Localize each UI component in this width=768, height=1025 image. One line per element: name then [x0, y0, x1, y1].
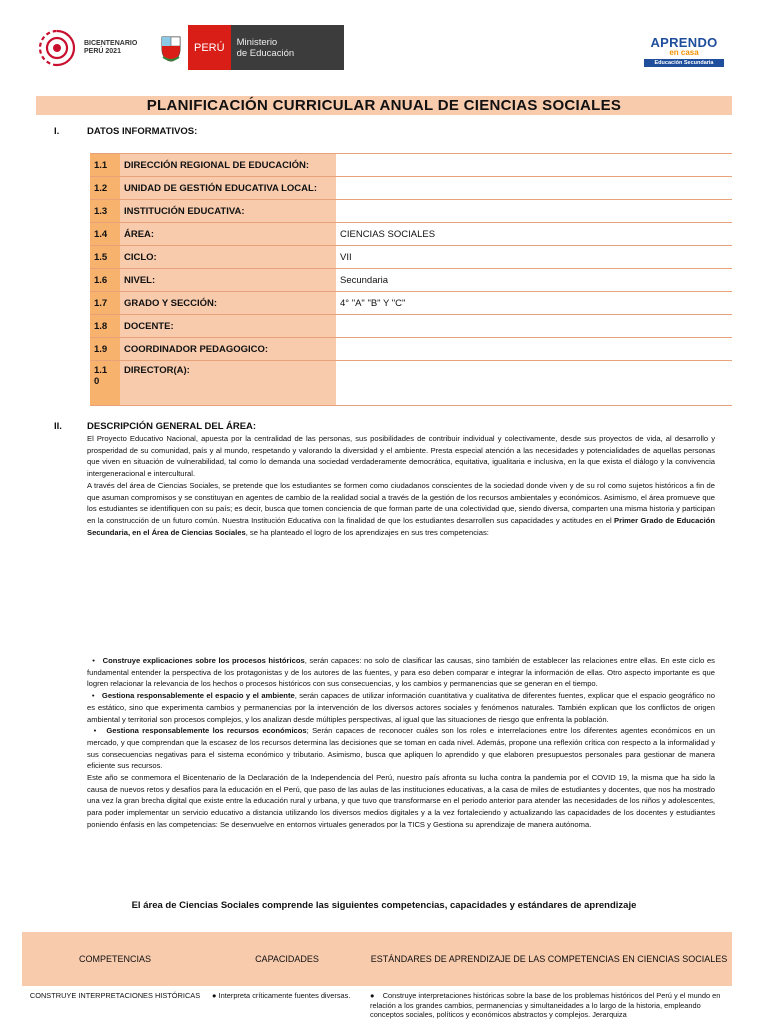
ministerio-line2: de Educación	[236, 47, 295, 59]
competencia-cell: CONSTRUYE INTERPRETACIONES HISTÓRICAS	[29, 991, 201, 1000]
header-competencias: COMPETENCIAS	[22, 932, 208, 986]
datos-number: 1.7	[90, 292, 120, 315]
datos-row	[90, 361, 732, 406]
bullet-2-text: , serán capaces de utilizar información cuantitativa y cualitativa de diferentes fuentes, explicar que el espacio geográfico no es estático, sino que experimenta cambios y permanencias por la intervención de los diversos actores sociales y fenómenos naturales. También explican que los conflictos de origen ambiental y territorial son procesos complejos, y los analizan desde múltiples perspectivas, al igual que las situaciones de riesgo que enfrenta la población.	[87, 691, 715, 724]
section2-heading: DESCRIPCIÓN GENERAL DEL ÁREA:	[87, 421, 257, 432]
datos-value: Secundaria	[336, 269, 732, 292]
paragraph-2c: , se ha planteado el logro de los aprendizajes en sus tres competencias:	[245, 527, 489, 537]
aprendo-bar: Educación Secundaria	[644, 59, 724, 67]
datos-value	[336, 154, 732, 177]
page-title: PLANIFICACIÓN CURRICULAR ANUAL DE CIENCIAS SOCIALES	[36, 96, 732, 115]
datos-label: DOCENTE:	[120, 315, 336, 338]
datos-value: CIENCIAS SOCIALES	[336, 223, 732, 246]
paragraph-2	[87, 480, 715, 539]
bullet-1-lead: Construye explicaciones sobre los procesos históricos	[102, 656, 305, 665]
paragraph-3: Este año se conmemora el Bicentenario de la Declaración de la Independencia del Perú, nuestro país afronta su lucha contra la pandemia por el COVID 19, la misma que ha sido la causa de nuevos retos y desafíos para la educación en el Perú, que paso de las aulas de las instituciones educativas, a la casa de miles de estudiantes y docentes, que nos ha mostrado una vez la gran brecha digital que existe entre la educación rural y urbana, y que tuvo que transformarse en el periodo anterior para atender las necesidades de los niños y adolescentes, para poder implementar un servicio educativo a distancia utilizando los diversos medios digitales y a la vez fortaleciendo y actualizando las capacidades de los docentes y estudiantes poniendo énfasis en las competencias: Se desenvuelve en entornos virtuales generados por la TICS y Gestiona su aprendizaje de manera autónoma.	[87, 773, 715, 829]
datos-label: NIVEL:	[120, 269, 336, 292]
section2-number: II.	[54, 421, 62, 432]
document-header	[36, 22, 732, 78]
bullet-3: • Gestiona responsablemente los recursos económicos; Serán capaces de reconocer cuáles son los roles e interrelaciones entre los diferentes agentes económicos en un mercado, y que comprendan que la escasez de los recursos determina las decisiones que se toman en cada nivel. Además, propone una reflexión crítica con respecto a la informalidad y sus consecuencias negativas para el sistema económico y tributario. Asimismo, busca que apliquen lo aprendido y que elaboren presupuestos personales para gestionar de manera eficiente sus recursos.	[87, 726, 715, 771]
datos-value	[336, 315, 732, 338]
datos-row	[90, 154, 732, 177]
aprendo-sub: en casa	[669, 48, 699, 57]
bullet-1: • Construye explicaciones sobre los procesos históricos, serán capaces: no solo de clasificar las causas, sino también de establecer las relaciones entre ellas. En este ciclo es fundamental entender la perspectiva de los protagonistas y de los autores de las fuentes, y para eso deben comparar e integrar la información de ellas. Otro aspecto importante es que logren relacionar la relevancia de los hechos o procesos históricos con sus consecuencias, y los cambios y permanencias que se generan en el tiempo.	[87, 656, 715, 689]
datos-number: 1.3	[90, 200, 120, 223]
aprendo-title: APRENDO	[650, 35, 718, 50]
bullet-2-lead: Gestiona responsablemente el espacio y el ambiente	[101, 691, 295, 701]
header-estandares: ESTÁNDARES DE APRENDIZAJE DE LAS COMPETENCIAS EN CIENCIAS SOCIALES	[366, 932, 732, 986]
competencias-table	[22, 932, 732, 1025]
capacidad-cell: ● Interpreta críticamente fuentes diversas.	[212, 991, 351, 1000]
paragraph-2a: A través del área de Ciencias Sociales, se pretende que los estudiantes se formen como ciudadanos conscientes de la sociedad donde viven y de su rol como sujetos históricos a fin de que asuman compromisos y se constituyan en agentes de cambio de la realidad social a través de la gestión de los recursos ambientales y económicos. Asimismo, el área promueve que los estudiantes se identifiquen con su país; es decir, busca que tomen conciencia de que forman parte de una colectividad que, siendo diversa, comparten una misma historia y participan en la construcción de un futuro común. Nuestra Institución Educativa con la finalidad de que los estudiantes desarrollen sus capacidades y actitudes en el	[87, 480, 715, 525]
datos-number: 1.2	[90, 177, 120, 200]
paragraph-2-bold: Primer Grado de Educación Secundaria, en el Área de Ciencias Sociales	[87, 515, 715, 537]
datos-value	[336, 361, 732, 406]
estandar-text: Construye interpretaciones históricas sobre la base de los problemas históricos del Perú y el mundo en relación a los grandes cambios, permanencias y simultaneidades a lo largo de la historia, empleando conceptos sociales, políticos y económicos abstractos y complejos. Jerarquiza	[370, 991, 721, 1019]
datos-label: INSTITUCIÓN EDUCATIVA:	[120, 200, 336, 223]
estandar-cell: ● Construye interpretaciones históricas sobre la base de los problemas históricos del Perú y el mundo en relación a los grandes cambios, permanencias y simultaneidades a lo largo de la historia, empleando conceptos sociales, políticos y económicos abstractos y complejos. Jerarquiza	[370, 991, 721, 1019]
datos-label: GRADO Y SECCIÓN:	[120, 292, 336, 315]
bullet-1-text: , serán capaces: no solo de clasificar las causas, sino también de establecer las relaciones entre ellas. En este ciclo es fundamental entender la perspectiva de los protagonistas y de los autores de las fuentes, y para eso deben comparar e integrar la información de ellas. Otro aspecto importante es que logren relacionar la relevancia de los hechos o procesos históricos con sus consecuencias, y los cambios y permanencias que se generan en el tiempo.	[87, 656, 715, 689]
bullet-3-text: ; Serán capaces de reconocer cuáles son los roles e interrelaciones entre los diferentes agentes económicos en un mercado, y que comprendan que la escasez de los recursos determina las decisiones que se toman en cada nivel. Además, propone una reflexión crítica con respecto a la informalidad y sus consecuencias negativas para el sistema económico y tributario. Asimismo, busca que apliquen lo aprendido y que elaboren presupuestos personales para gestionar de manera eficiente sus recursos.	[87, 726, 715, 771]
table-row	[22, 986, 732, 1025]
datos-row	[90, 223, 732, 246]
descripcion-paragraphs	[87, 433, 715, 538]
datos-value	[336, 338, 732, 361]
competencias-bullets	[87, 655, 715, 831]
datos-label: UNIDAD DE GESTIÓN EDUCATIVA LOCAL:	[120, 177, 336, 200]
datos-label: DIRECCIÓN REGIONAL DE EDUCACIÓN:	[120, 154, 336, 177]
datos-label: DIRECTOR(A):	[120, 361, 336, 406]
header-capacidades: CAPACIDADES	[208, 932, 366, 986]
minedu-logo	[154, 25, 344, 70]
datos-number: 1.1 0	[90, 361, 120, 406]
bicentenario-logo	[36, 27, 137, 69]
datos-value: VII	[336, 246, 732, 269]
ministerio-line1: Ministerio	[236, 36, 278, 48]
datos-value: 4° "A" "B" Y "C"	[336, 292, 732, 315]
datos-value	[336, 177, 732, 200]
datos-informativos-table	[90, 153, 732, 406]
datos-row	[90, 177, 732, 200]
datos-number: 1.6	[90, 269, 120, 292]
datos-row	[90, 246, 732, 269]
datos-number: 1.4	[90, 223, 120, 246]
datos-number: 1.5	[90, 246, 120, 269]
datos-value	[336, 200, 732, 223]
capacidad-text: Interpreta críticamente fuentes diversas.	[218, 991, 351, 1000]
aprendo-en-casa-logo	[644, 36, 724, 67]
datos-label: CICLO:	[120, 246, 336, 269]
datos-label: ÁREA:	[120, 223, 336, 246]
datos-number: 1.1	[90, 154, 120, 177]
section1-number: I.	[54, 126, 60, 137]
datos-row	[90, 200, 732, 223]
bullet-2: • Gestiona responsablemente el espacio y el ambiente, serán capaces de utilizar información cuantitativa y cualitativa de diferentes fuentes, explicar que el espacio geográfico no es estático, sino que experimenta cambios y permanencias por la intervención de los diversos actores sociales y fenómenos naturales. También explican que los conflictos de origen ambiental y territorial son procesos complejos, y los analizan desde múltiples perspectivas, al igual que las situaciones de riesgo que enfrenta la población.	[87, 691, 715, 724]
bullet-3-lead: Gestiona responsablemente los recursos económicos	[106, 726, 307, 736]
escudo-icon	[154, 25, 188, 70]
datos-row	[90, 315, 732, 338]
competencias-subtitle: El área de Ciencias Sociales comprende las siguientes competencias, capacidades y estándares de aprendizaje	[131, 900, 637, 911]
bicentenario-line1: BICENTENARIO	[84, 40, 138, 47]
paragraph-1: El Proyecto Educativo Nacional, apuesta por la centralidad de las personas, sus posibilidades de contribuir individual y colectivamente, desde sus proyectos de vida, al desarrollo y prosperidad de su comunidad, país y al mundo, respetando y valorando la diversidad y el ambiente. Presta especial atención a las necesidades y potencialidades de aquellas personas que viven en situación de vulnerabilidad, tal como lo demanda una sociedad verdaderamente democrática, equitativa, igualitaria e inclusiva, en la que exista el diálogo y la convivencia intergeneracional e intercultural.	[87, 434, 715, 479]
section1-heading: DATOS INFORMATIVOS:	[87, 126, 198, 137]
peru-label: PERÚ	[188, 25, 231, 70]
datos-row	[90, 269, 732, 292]
bicentenario-emblem-icon	[36, 27, 78, 69]
datos-number: 1.9	[90, 338, 120, 361]
datos-row	[90, 292, 732, 315]
datos-number: 1.8	[90, 315, 120, 338]
datos-label: COORDINADOR PEDAGOGICO:	[120, 338, 336, 361]
datos-row	[90, 338, 732, 361]
bicentenario-line2: PERÚ 2021	[84, 48, 121, 55]
